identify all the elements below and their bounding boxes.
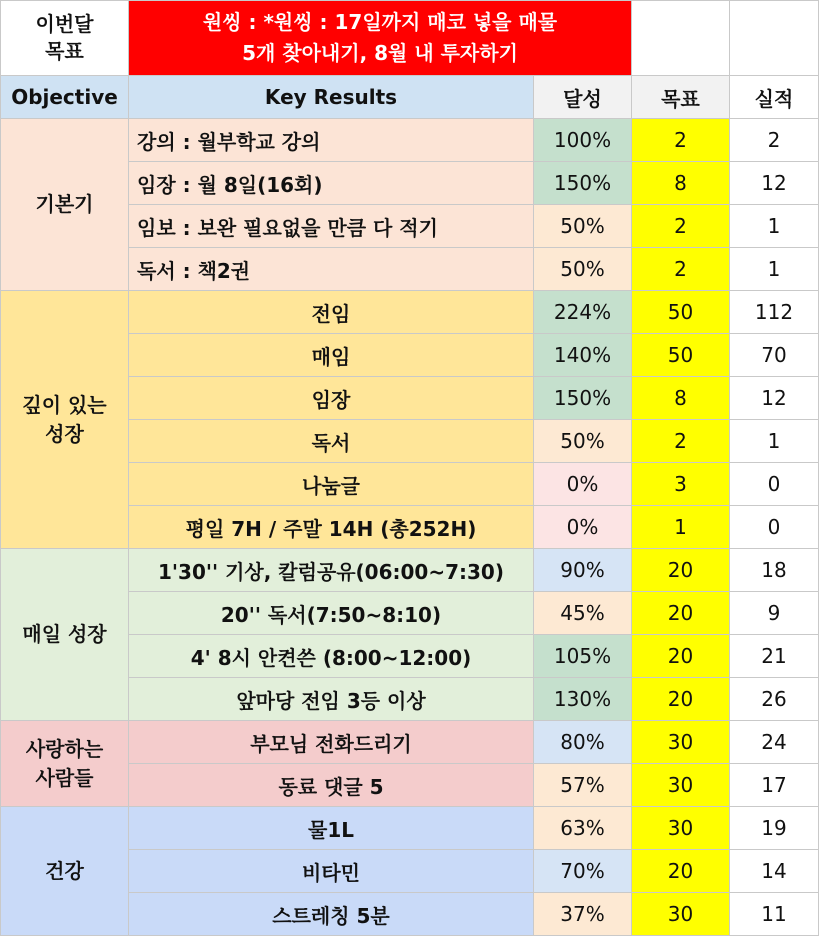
target-value: 20 bbox=[667, 859, 694, 883]
key-result-cell[interactable] bbox=[129, 807, 534, 850]
objective-cell[interactable] bbox=[1, 807, 129, 936]
key-result-text: 1'30'' 기상, 칼럼공유(06:00~7:30) bbox=[157, 559, 504, 584]
achievement-value: 130% bbox=[553, 687, 612, 711]
target-cell[interactable] bbox=[632, 678, 730, 721]
key-result-cell[interactable] bbox=[129, 635, 534, 678]
table-row bbox=[1, 721, 819, 764]
key-result-text: 스트레칭 5분 bbox=[272, 903, 390, 928]
target-value: 2 bbox=[674, 128, 687, 152]
objective-label: 깊이 있는 성장 bbox=[22, 392, 107, 446]
actual-cell[interactable] bbox=[730, 635, 819, 678]
key-result-text: 4' 8시 안켠쓴 (8:00~12:00) bbox=[190, 645, 472, 670]
key-result-text: 앞마당 전임 3등 이상 bbox=[236, 688, 426, 713]
key-result-cell[interactable] bbox=[129, 893, 534, 936]
key-result-cell[interactable] bbox=[129, 463, 534, 506]
key-result-text: 강의 : 월부학교 강의 bbox=[137, 129, 321, 154]
achievement-value: 100% bbox=[553, 128, 612, 152]
table-row bbox=[1, 549, 819, 592]
actual-value: 0 bbox=[767, 515, 781, 539]
objective-header: Objective bbox=[11, 85, 118, 109]
target-cell[interactable] bbox=[632, 506, 730, 549]
target-value: 50 bbox=[667, 343, 694, 367]
key-result-text: 평일 7H / 주말 14H (총252H) bbox=[185, 516, 477, 541]
target-cell[interactable] bbox=[632, 635, 730, 678]
actual-value: 21 bbox=[761, 644, 787, 668]
achievement-value: 50% bbox=[560, 429, 605, 453]
actual-value: 12 bbox=[761, 386, 787, 410]
key-result-text: 임보 : 보완 필요없을 만큼 다 적기 bbox=[137, 215, 438, 240]
key-result-cell[interactable] bbox=[129, 506, 534, 549]
target-value: 30 bbox=[667, 902, 694, 926]
achievement-value: 150% bbox=[553, 386, 612, 410]
actual-cell[interactable] bbox=[730, 678, 819, 721]
objective-cell[interactable] bbox=[1, 549, 129, 721]
achievement-cell[interactable] bbox=[534, 850, 632, 893]
key-result-text: 전임 bbox=[311, 301, 351, 326]
achievement-value: 50% bbox=[560, 257, 605, 281]
key-result-cell[interactable] bbox=[129, 248, 534, 291]
key-results-header: Key Results bbox=[264, 85, 398, 109]
achievement-cell[interactable] bbox=[534, 721, 632, 764]
target-value: 30 bbox=[667, 730, 694, 754]
key-result-cell[interactable] bbox=[129, 420, 534, 463]
key-result-text: 임장 : 월 8일(16회) bbox=[137, 172, 323, 197]
target-value: 20 bbox=[667, 558, 694, 582]
target-cell[interactable] bbox=[632, 162, 730, 205]
target-value: 20 bbox=[667, 644, 694, 668]
key-result-text: 부모님 전화드리기 bbox=[250, 731, 412, 756]
key-result-cell[interactable] bbox=[129, 721, 534, 764]
achievement-value: 0% bbox=[566, 472, 599, 496]
actual-cell[interactable] bbox=[730, 291, 819, 334]
actual-cell[interactable] bbox=[730, 420, 819, 463]
key-result-text: 비타민 bbox=[302, 860, 360, 885]
target-value: 8 bbox=[674, 386, 687, 410]
objective-label: 건강 bbox=[45, 858, 84, 883]
key-result-text: 임장 bbox=[311, 387, 351, 412]
actual-value: 1 bbox=[767, 214, 781, 238]
objective-label: 기본기 bbox=[35, 192, 94, 216]
target-value: 1 bbox=[674, 515, 687, 539]
key-result-cell[interactable] bbox=[129, 205, 534, 248]
actual-value: 12 bbox=[761, 171, 787, 195]
objective-label: 매일 성장 bbox=[22, 622, 107, 646]
target-header: 목표 bbox=[661, 86, 700, 111]
target-cell[interactable] bbox=[632, 549, 730, 592]
key-result-cell[interactable] bbox=[129, 678, 534, 721]
empty-cell-actual-header-top[interactable] bbox=[730, 1, 819, 76]
actual-header: 실적 bbox=[754, 86, 794, 111]
achievement-cell[interactable] bbox=[534, 807, 632, 850]
actual-cell[interactable] bbox=[730, 162, 819, 205]
achievement-cell[interactable] bbox=[534, 893, 632, 936]
target-cell[interactable] bbox=[632, 205, 730, 248]
achievement-value: 45% bbox=[560, 601, 605, 625]
objective-cell[interactable] bbox=[1, 721, 129, 807]
actual-value: 112 bbox=[754, 300, 794, 324]
achievement-value: 0% bbox=[566, 515, 599, 539]
achievement-value: 150% bbox=[553, 171, 612, 195]
actual-cell[interactable] bbox=[730, 119, 819, 162]
target-value: 30 bbox=[667, 773, 694, 797]
achievement-value: 50% bbox=[560, 214, 605, 238]
actual-value: 14 bbox=[761, 859, 787, 883]
actual-value: 24 bbox=[761, 730, 787, 754]
actual-cell[interactable] bbox=[730, 850, 819, 893]
achievement-value: 90% bbox=[560, 558, 605, 582]
target-cell[interactable] bbox=[632, 291, 730, 334]
sheet-body bbox=[1, 1, 819, 936]
target-cell[interactable] bbox=[632, 893, 730, 936]
actual-value: 9 bbox=[767, 601, 781, 625]
actual-cell[interactable] bbox=[730, 205, 819, 248]
achievement-cell[interactable] bbox=[534, 678, 632, 721]
key-result-cell[interactable] bbox=[129, 377, 534, 420]
target-cell[interactable] bbox=[632, 850, 730, 893]
key-result-text: 동료 댓글 5 bbox=[278, 774, 384, 799]
achievement-cell[interactable] bbox=[534, 764, 632, 807]
achievement-cell[interactable] bbox=[534, 291, 632, 334]
target-header-cell[interactable] bbox=[632, 76, 730, 119]
column-header-row bbox=[1, 76, 819, 119]
achievement-value: 63% bbox=[560, 816, 605, 840]
achievement-value: 37% bbox=[560, 902, 605, 926]
target-value: 30 bbox=[667, 816, 694, 840]
month-goal-row bbox=[1, 1, 819, 76]
actual-cell[interactable] bbox=[730, 248, 819, 291]
table-row bbox=[1, 291, 819, 334]
achievement-cell[interactable] bbox=[534, 162, 632, 205]
key-result-text: 독서 : 책2권 bbox=[137, 258, 251, 283]
achievement-cell[interactable] bbox=[534, 463, 632, 506]
actual-cell[interactable] bbox=[730, 506, 819, 549]
goal-banner-text: 원씽 : *원씽 : 17일까지 매코 넣을 매물 5개 찾아내기, 8월 내 투자하기 bbox=[202, 10, 558, 65]
actual-value: 17 bbox=[761, 773, 787, 797]
achievement-cell[interactable] bbox=[534, 506, 632, 549]
achievement-value: 140% bbox=[553, 343, 612, 367]
achievement-value: 57% bbox=[560, 773, 605, 797]
key-results-header-cell[interactable] bbox=[129, 76, 534, 119]
actual-cell[interactable] bbox=[730, 721, 819, 764]
target-cell[interactable] bbox=[632, 377, 730, 420]
actual-cell[interactable] bbox=[730, 893, 819, 936]
actual-value: 26 bbox=[761, 687, 787, 711]
goal-banner-cell[interactable] bbox=[129, 1, 632, 76]
actual-cell[interactable] bbox=[730, 764, 819, 807]
achievement-value: 70% bbox=[560, 859, 605, 883]
actual-value: 18 bbox=[761, 558, 787, 582]
table-row bbox=[1, 119, 819, 162]
target-cell[interactable] bbox=[632, 764, 730, 807]
key-result-cell[interactable] bbox=[129, 334, 534, 377]
target-value: 2 bbox=[674, 429, 687, 453]
key-result-text: 매임 bbox=[311, 344, 351, 369]
target-value: 50 bbox=[667, 300, 694, 324]
actual-cell[interactable] bbox=[730, 334, 819, 377]
month-goal-label-cell[interactable] bbox=[1, 1, 129, 76]
achievement-cell[interactable] bbox=[534, 377, 632, 420]
achievement-cell[interactable] bbox=[534, 635, 632, 678]
objective-cell[interactable] bbox=[1, 291, 129, 549]
target-cell[interactable] bbox=[632, 248, 730, 291]
key-result-cell[interactable] bbox=[129, 291, 534, 334]
achievement-value: 224% bbox=[553, 300, 612, 324]
achievement-value: 80% bbox=[560, 730, 605, 754]
target-cell[interactable] bbox=[632, 807, 730, 850]
objective-header-cell[interactable] bbox=[1, 76, 129, 119]
target-value: 8 bbox=[674, 171, 687, 195]
empty-cell-target-header-top[interactable] bbox=[632, 1, 730, 76]
target-cell[interactable] bbox=[632, 463, 730, 506]
achievement-cell[interactable] bbox=[534, 592, 632, 635]
target-value: 3 bbox=[674, 472, 687, 496]
actual-value: 1 bbox=[767, 257, 781, 281]
key-result-cell[interactable] bbox=[129, 592, 534, 635]
actual-cell[interactable] bbox=[730, 377, 819, 420]
target-cell[interactable] bbox=[632, 592, 730, 635]
target-value: 2 bbox=[674, 257, 687, 281]
target-cell[interactable] bbox=[632, 420, 730, 463]
table-row bbox=[1, 807, 819, 850]
target-value: 2 bbox=[674, 214, 687, 238]
actual-header-cell[interactable] bbox=[730, 76, 819, 119]
key-result-text: 물1L bbox=[308, 817, 354, 842]
achievement-header-cell[interactable] bbox=[534, 76, 632, 119]
actual-value: 0 bbox=[767, 472, 781, 496]
key-result-cell[interactable] bbox=[129, 119, 534, 162]
key-result-text: 20'' 독서(7:50~8:10) bbox=[220, 602, 442, 627]
achievement-cell[interactable] bbox=[534, 248, 632, 291]
month-goal-label: 이번달 목표 bbox=[35, 12, 94, 63]
objective-cell[interactable] bbox=[1, 119, 129, 291]
achievement-cell[interactable] bbox=[534, 334, 632, 377]
actual-value: 11 bbox=[761, 902, 787, 926]
target-value: 20 bbox=[667, 687, 694, 711]
actual-cell[interactable] bbox=[730, 807, 819, 850]
achievement-cell[interactable] bbox=[534, 549, 632, 592]
actual-cell[interactable] bbox=[730, 549, 819, 592]
key-result-text: 나눔글 bbox=[302, 473, 360, 498]
target-cell[interactable] bbox=[632, 721, 730, 764]
key-result-cell[interactable] bbox=[129, 549, 534, 592]
target-cell[interactable] bbox=[632, 334, 730, 377]
actual-value: 2 bbox=[767, 128, 781, 152]
key-result-cell[interactable] bbox=[129, 764, 534, 807]
key-result-text: 독서 bbox=[311, 430, 351, 455]
achievement-header: 달성 bbox=[563, 86, 602, 111]
target-value: 20 bbox=[667, 601, 694, 625]
actual-value: 19 bbox=[761, 816, 787, 840]
achievement-cell[interactable] bbox=[534, 420, 632, 463]
actual-cell[interactable] bbox=[730, 463, 819, 506]
actual-value: 1 bbox=[767, 429, 781, 453]
key-result-cell[interactable] bbox=[129, 850, 534, 893]
target-cell[interactable] bbox=[632, 119, 730, 162]
actual-value: 70 bbox=[761, 343, 787, 367]
objective-label: 사랑하는 사람들 bbox=[25, 736, 104, 790]
achievement-cell[interactable] bbox=[534, 205, 632, 248]
achievement-value: 105% bbox=[553, 644, 612, 668]
actual-cell[interactable] bbox=[730, 592, 819, 635]
key-result-cell[interactable] bbox=[129, 162, 534, 205]
achievement-cell[interactable] bbox=[534, 119, 632, 162]
